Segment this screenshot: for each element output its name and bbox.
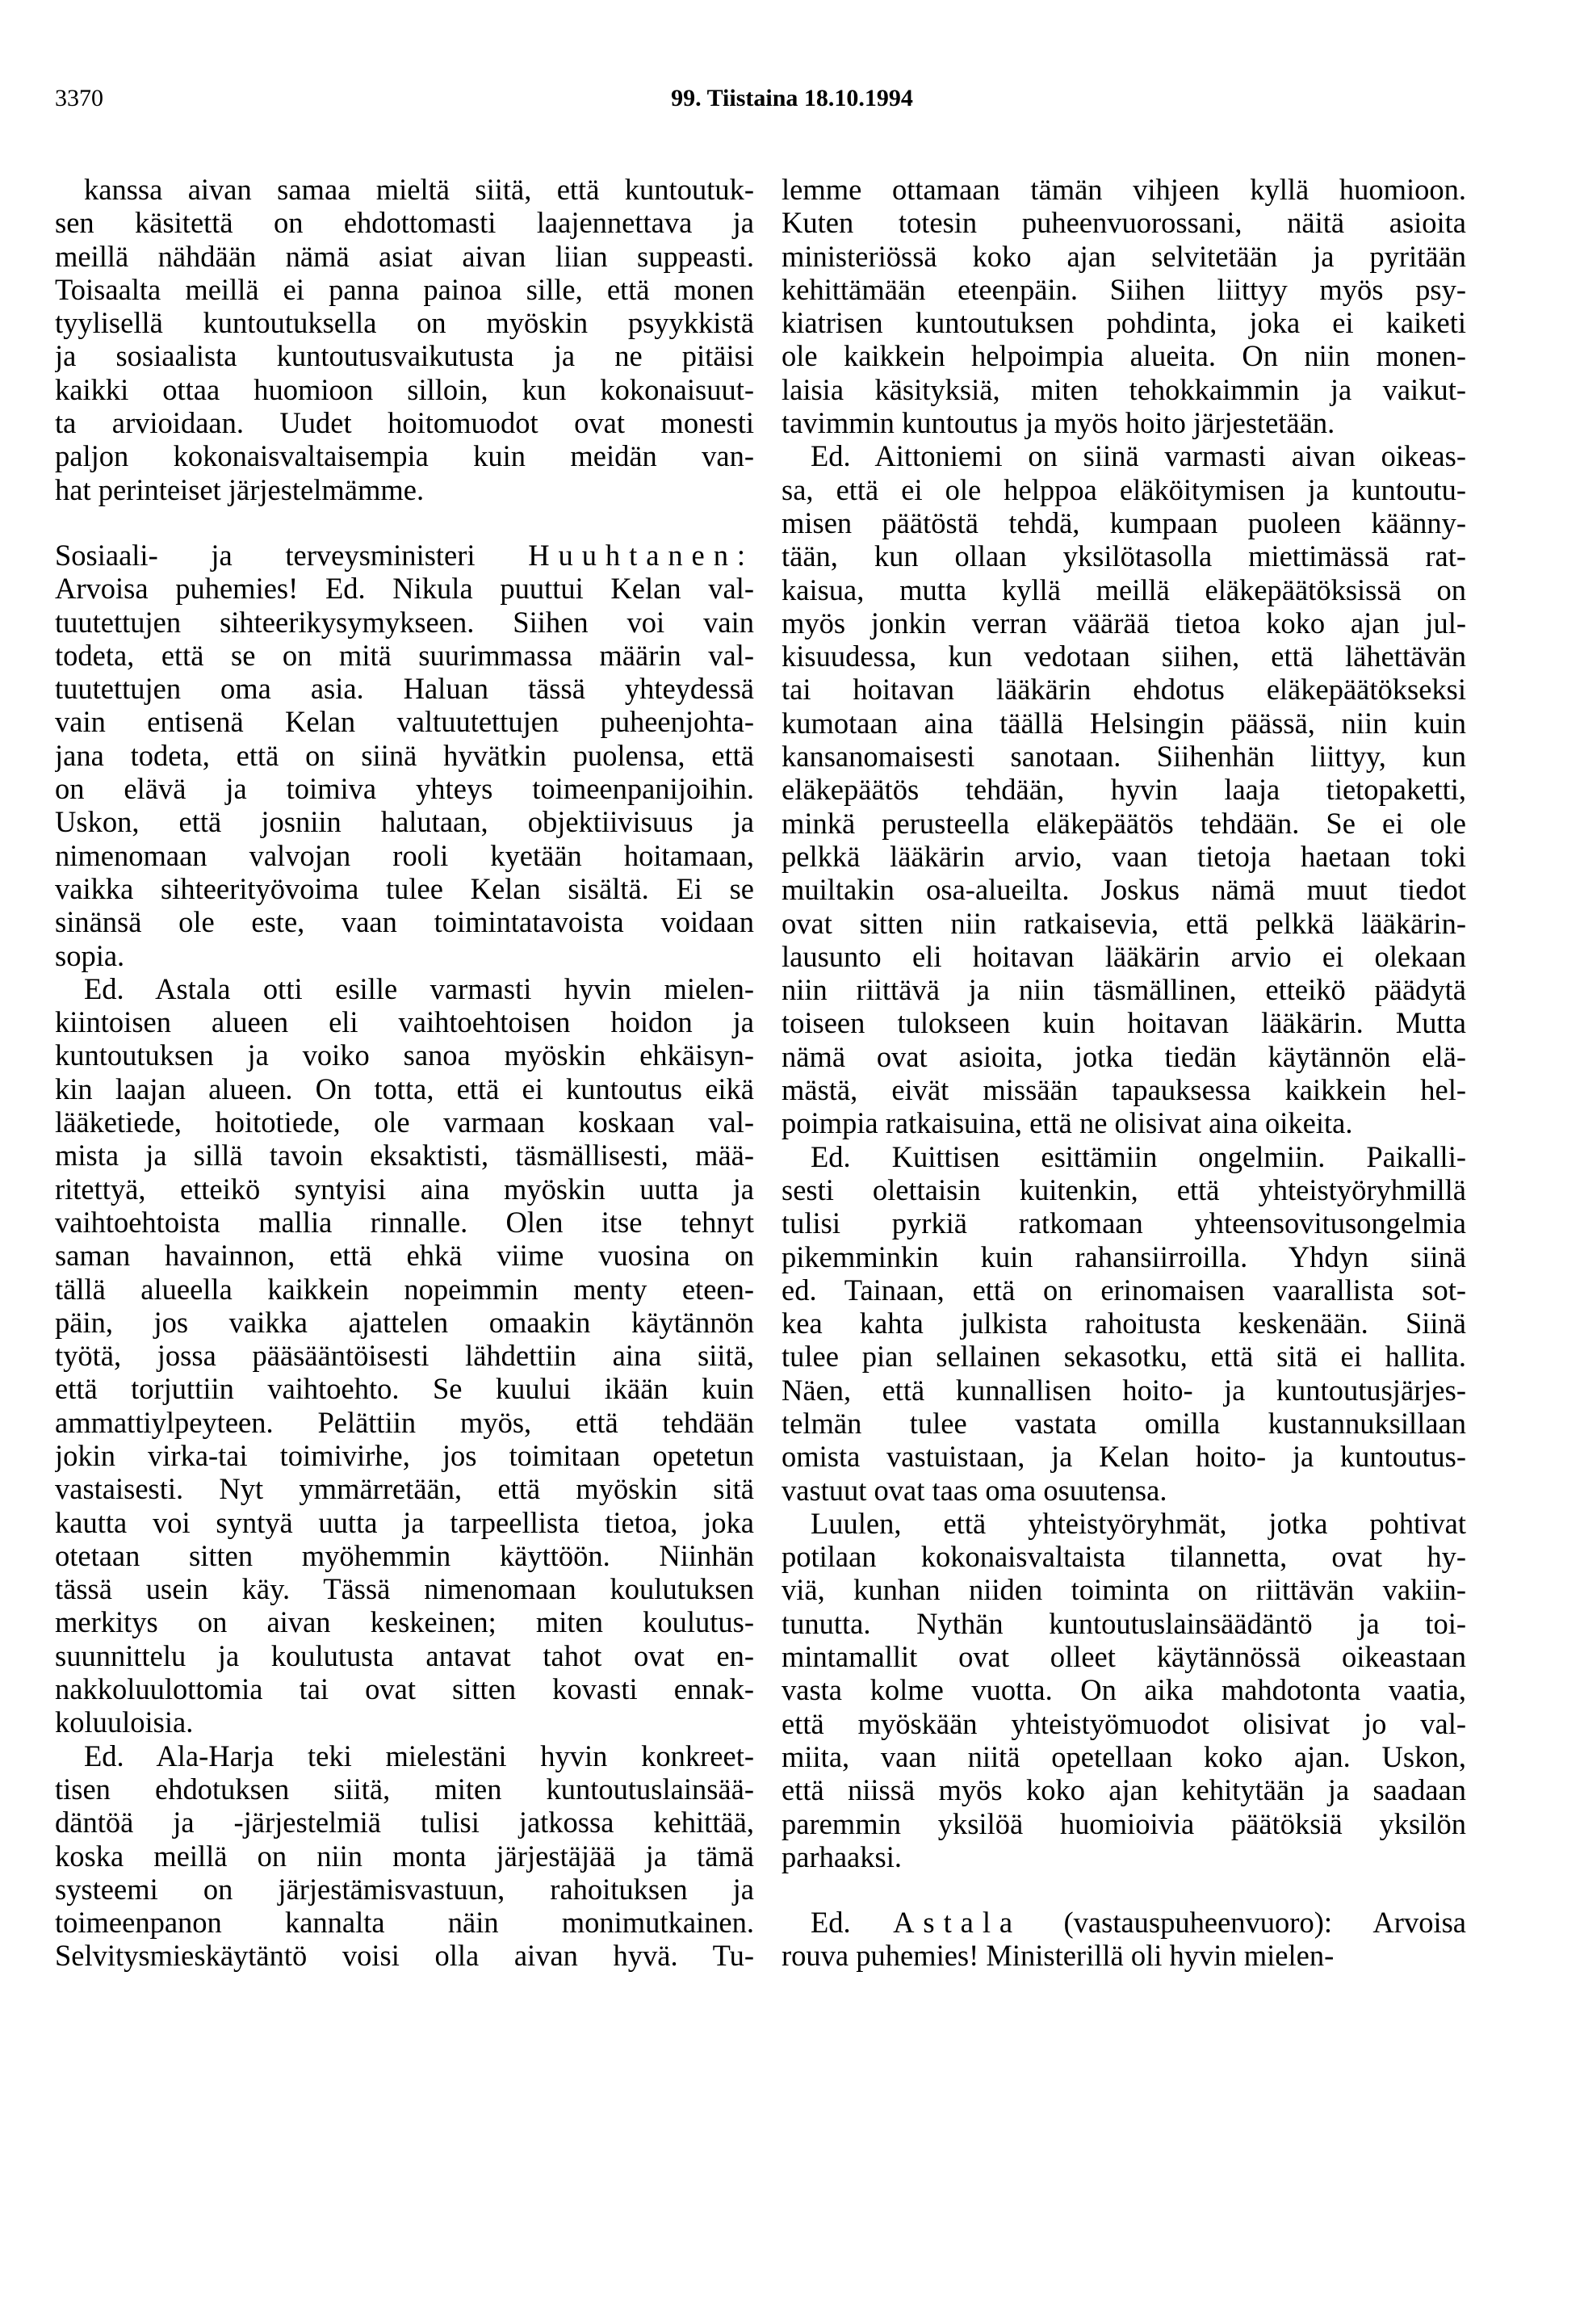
text-line: Selvitysmieskäytäntö voisi olla aivan hyvä. Tu-	[55, 1939, 754, 1973]
left-column	[55, 173, 754, 1973]
text-line: toimeenpanon kannalta näin monimutkainen.	[55, 1906, 754, 1940]
right-column	[782, 173, 1466, 1973]
text-line: Uskon, että josniin halutaan, objektiivisuus ja	[55, 805, 754, 839]
text-line: päin, jos vaikka ajattelen omaakin käytännön	[55, 1305, 754, 1339]
text-line: tai hoitavan lääkärin ehdotus eläkepäätökseksi	[782, 673, 1466, 707]
text-line: että niissä myös koko ajan kehitytään ja saadaan	[782, 1773, 1466, 1807]
text-line: tään, kun ollaan yksilötasolla miettimässä rat-	[782, 539, 1466, 573]
text-line: kiatrisen kuntoutuksen pohdinta, joka ei kaiketi	[782, 306, 1466, 340]
text-line: ovat sitten niin ratkaisevia, että pelkkä lääkärin-	[782, 906, 1466, 940]
text-line: vaikka sihteerityövoima tulee Kelan sisältä. Ei se	[55, 871, 754, 905]
text-line: ed. Tainaan, että on erinomaisen vaarallista sot-	[782, 1273, 1466, 1307]
text-line: otetaan sitten myöhemmin käyttöön. Niinhän	[55, 1538, 754, 1572]
text-line: myös jonkin verran väärää tietoa koko ajan jul-	[782, 606, 1466, 640]
text-line: ministeriössä koko ajan selvitetään ja pyritään	[782, 239, 1466, 273]
text-line: meillä nähdään nämä asiat aivan liian suppeasti.	[55, 239, 754, 273]
text-line: vasta kolme vuotta. On aika mahdotonta vaatia,	[782, 1673, 1466, 1707]
text-line: sesti olettaisin kuitenkin, että yhteistyöryhmillä	[782, 1172, 1466, 1206]
text-line: paremmin yksilöä huomioivia päätöksiä yksilön	[782, 1806, 1466, 1840]
text-line: nimenomaan valvojan rooli kyetään hoitamaan,	[55, 838, 754, 872]
text-line: sinänsä ole este, vaan toimintatavoista voidaan	[55, 905, 754, 939]
speech-heading-line	[55, 539, 754, 572]
text-line: paljon kokonaisvaltaisempia kuin meidän van-	[55, 439, 754, 473]
text-line: ja sosiaalista kuntoutusvaikutusta ja ne pitäisi	[55, 339, 754, 373]
paragraph	[55, 572, 754, 972]
paragraph	[55, 972, 754, 1739]
text-line: telmän tulee vastata omilla kustannuksillaan	[782, 1406, 1466, 1440]
text-line: viä, kunhan niiden toiminta on riittävän vakiin-	[782, 1573, 1466, 1607]
paragraph	[782, 173, 1466, 439]
text-line: kumotaan aina täällä Helsingin päässä, niin kuin	[782, 706, 1466, 740]
text-line: tisen ehdotuksen siitä, miten kuntoutuslainsää-	[55, 1772, 754, 1806]
text-line: työtä, jossa pääsääntöisesti lähdettiin aina siitä,	[55, 1339, 754, 1373]
text-line: tunutta. Nythän kuntoutuslainsäädäntö ja toi-	[782, 1606, 1466, 1640]
text-line: todeta, että se on mitä suurimmassa määrin val-	[55, 638, 754, 672]
text-line: Arvoisa puhemies! Ed. Nikula puuttui Kelan val-	[55, 572, 754, 606]
text-line: merkitys on aivan keskeinen; miten koulutus-	[55, 1605, 754, 1639]
page-number: 3370	[55, 85, 103, 111]
paragraph	[782, 1140, 1466, 1507]
text-line: kaisua, mutta kyllä meillä eläkepäätöksissä on	[782, 573, 1466, 606]
text-line: Ed. Kuittisen esittämiin ongelmiin. Paikalli-	[811, 1139, 1466, 1173]
text-line: omista vastuistaan, ja Kelan hoito- ja kuntoutus-	[782, 1440, 1466, 1474]
text-line: kiintoisen alueen eli vaihtoehtoisen hoidon ja	[55, 1005, 754, 1039]
text-line: tyylisellä kuntoutuksella on myöskin psyykkistä	[55, 306, 754, 340]
paragraph	[55, 1739, 754, 1973]
text-line: mästä, eivät missään tapauksessa kaikkein hel-	[782, 1073, 1466, 1107]
text-line: Ed. Aittoniemi on siinä varmasti aivan oikeas-	[811, 439, 1466, 473]
text-line: kuntoutuksen ja voiko sanoa myöskin ehkäisyn-	[55, 1038, 754, 1072]
text-line: potilaan kokonaisvaltaista tilannetta, ovat hy-	[782, 1540, 1466, 1574]
text-line: Toisaalta meillä ei panna painoa sille, että monen	[55, 272, 754, 306]
paragraph	[782, 439, 1466, 1139]
text-line: pikemminkin kuin rahansiirroilla. Yhdyn siinä	[782, 1240, 1466, 1273]
text-line: on elävä ja toimiva yhteys toimeenpanijoihin.	[55, 772, 754, 806]
text-line: toiseen tulokseen kuin hoitavan lääkärin. Mutta	[782, 1006, 1466, 1040]
text-line: kehittämään eteenpäin. Siihen liittyy myös psy-	[782, 272, 1466, 306]
text-line: mintamallit ovat olleet käytännössä oikeastaan	[782, 1640, 1466, 1674]
text-line: että torjuttiin vaihtoehto. Se kuului ikään kuin	[55, 1372, 754, 1406]
text-line: däntöä ja -järjestelmiä tulisi jatkossa kehittää,	[55, 1806, 754, 1839]
text-line: Ed. Astala otti esille varmasti hyvin mielen-	[84, 971, 754, 1005]
text-line: ta arvioidaan. Uudet hoitomuodot ovat monesti	[55, 406, 754, 440]
text-line: miita, vaan niitä opetellaan koko ajan. Uskon,	[782, 1739, 1466, 1773]
text-line: nakkoluulottomia tai ovat sitten kovasti ennak-	[55, 1672, 754, 1706]
text-line: koluuloisia.	[55, 1705, 194, 1739]
text-line: vain entisenä Kelan valtuutettujen puheenjohta-	[55, 705, 754, 739]
text-line: saman havainnon, että ehkä viime vuosina on	[55, 1239, 754, 1273]
text-line: Näen, että kunnallisen hoito- ja kuntoutusjärjes-	[782, 1373, 1466, 1407]
text-line: tuutettujen sihteerikysymykseen. Siihen voi vain	[55, 605, 754, 639]
text-line: ritettyä, etteikö syntyisi aina myöskin uutta ja	[55, 1172, 754, 1206]
text-line: eläkepäätös tehdään, hyvin laaja tietopaketti,	[782, 773, 1466, 807]
speaker-name: Astala	[893, 1906, 1022, 1940]
text-line: rouva puhemies! Ministerillä oli hyvin mielen-	[782, 1939, 1335, 1973]
text-line: Ed. Ala-Harja teki mielestäni hyvin konkreet-	[84, 1739, 754, 1772]
speech-heading-line	[782, 1906, 1466, 1939]
text-line: lääketiede, hoitotiede, ole varmaan koskaan val-	[55, 1105, 754, 1139]
text-line: koska meillä on niin monta järjestäjää ja tämä	[55, 1839, 754, 1873]
text-line: vaihtoehtoista mallia rinnalle. Olen itse tehnyt	[55, 1205, 754, 1239]
text-line: jana todeta, että on siinä hyvätkin puolensa, että	[55, 738, 754, 772]
text-line: ammattiylpeyteen. Pelättiin myös, että tehdään	[55, 1405, 754, 1439]
text-line: kaikki ottaa huomioon silloin, kun kokonaisuut-	[55, 372, 754, 406]
text-line: nämä ovat asioita, jotka tiedän käytännön elä-	[782, 1039, 1466, 1073]
text-line: sen käsitettä on ehdottomasti laajennettava ja	[55, 206, 754, 240]
text-line: lausunto eli hoitavan lääkärin arvio ei olekaan	[782, 939, 1466, 973]
text-line: misen päätöstä tehdä, kumpaan puoleen käänny-	[782, 505, 1466, 539]
speaker-title: Sosiaali- ja terveysministeri	[55, 538, 476, 572]
text-line: kansanomaisesti sanotaan. Siihenhän liittyy, kun	[782, 740, 1466, 774]
text-line: sopia.	[55, 938, 125, 972]
text-line: kin laajan alueen. On totta, että ei kuntoutus eikä	[55, 1072, 754, 1105]
text-line: ole kaikkein helpoimpia alueita. On niin monen-	[782, 339, 1466, 373]
text-line: mista ja sillä tavoin eksaktisti, täsmällisesti, mää-	[55, 1139, 754, 1172]
text-line: sa, että ei ole helppoa eläköitymisen ja kuntoutu-	[782, 472, 1466, 506]
text-line: tuutettujen oma asia. Haluan tässä yhteydessä	[55, 672, 754, 706]
text-line: parhaaksi.	[782, 1839, 902, 1873]
text-line: jokin virka-tai toimivirhe, jos toimitaan opetetun	[55, 1438, 754, 1472]
text-line: kautta voi syntyä uutta ja tarpeellista tietoa, joka	[55, 1505, 754, 1539]
session-header: 99. Tiistaina 18.10.1994	[671, 85, 913, 111]
paragraph	[55, 173, 754, 506]
text-line: vastaisesti. Nyt ymmärretään, että myöskin sitä	[55, 1472, 754, 1506]
text-line: että myöskään yhteistyömuodot olisivat jo val-	[782, 1706, 1466, 1740]
text-line: systeemi on järjestämisvastuun, rahoituksen ja	[55, 1872, 754, 1906]
paragraph	[782, 1507, 1466, 1873]
text-line: minkä perusteella eläkepäätös tehdään. Se ei ole	[782, 806, 1466, 840]
text-line: kisuudessa, kun vedotaan siihen, että lähettävän	[782, 640, 1466, 673]
text-line: tällä alueella kaikkein nopeimmin menty eteen-	[55, 1272, 754, 1306]
text-line: hat perinteiset järjestelmämme.	[55, 472, 425, 506]
text-line: tässä usein käy. Tässä nimenomaan koulutuksen	[55, 1572, 754, 1606]
text-line: kanssa aivan samaa mieltä siitä, että kuntoutuk-	[84, 173, 754, 206]
text-line: kea kahta julkista rahoitusta keskenään. Siinä	[782, 1307, 1466, 1340]
text-line: poimpia ratkaisuina, että ne olisivat aina oikeita.	[782, 1106, 1353, 1140]
text-line: muiltakin osa-alueilta. Joskus nämä muut tiedot	[782, 873, 1466, 907]
speech-intro: Ed.	[811, 1906, 851, 1940]
text-line: niin riittävä ja niin täsmällinen, etteikö päädytä	[782, 973, 1466, 1007]
text-line: suunnittelu ja koulutusta antavat tahot ovat en-	[55, 1638, 754, 1672]
text-line: tulee pian sellainen sekasotku, että sitä ei hallita.	[782, 1340, 1466, 1374]
speech-intro-rest: (vastauspuheenvuoro): Arvoisa	[1063, 1906, 1466, 1940]
text-line: tavimmin kuntoutus ja myös hoito järjestetään.	[782, 406, 1335, 440]
text-line: tulisi pyrkiä ratkomaan yhteensovitusongelmia	[782, 1206, 1466, 1240]
text-line: vastuut ovat taas oma osuutensa.	[782, 1473, 1167, 1507]
text-line: lemme ottamaan tämän vihjeen kyllä huomioon.	[782, 173, 1466, 206]
text-line: pelkkä lääkärin arvio, vaan tietoja haetaan toki	[782, 839, 1466, 873]
text-line: Luulen, että yhteistyöryhmät, jotka pohtivat	[811, 1506, 1466, 1540]
text-line: Kuten totesin puheenvuorossani, näitä asioita	[782, 206, 1466, 240]
speaker-name: Huuhtanen:	[528, 538, 754, 572]
text-line: laisia käsityksiä, miten tehokkaimmin ja vaikut-	[782, 372, 1466, 406]
